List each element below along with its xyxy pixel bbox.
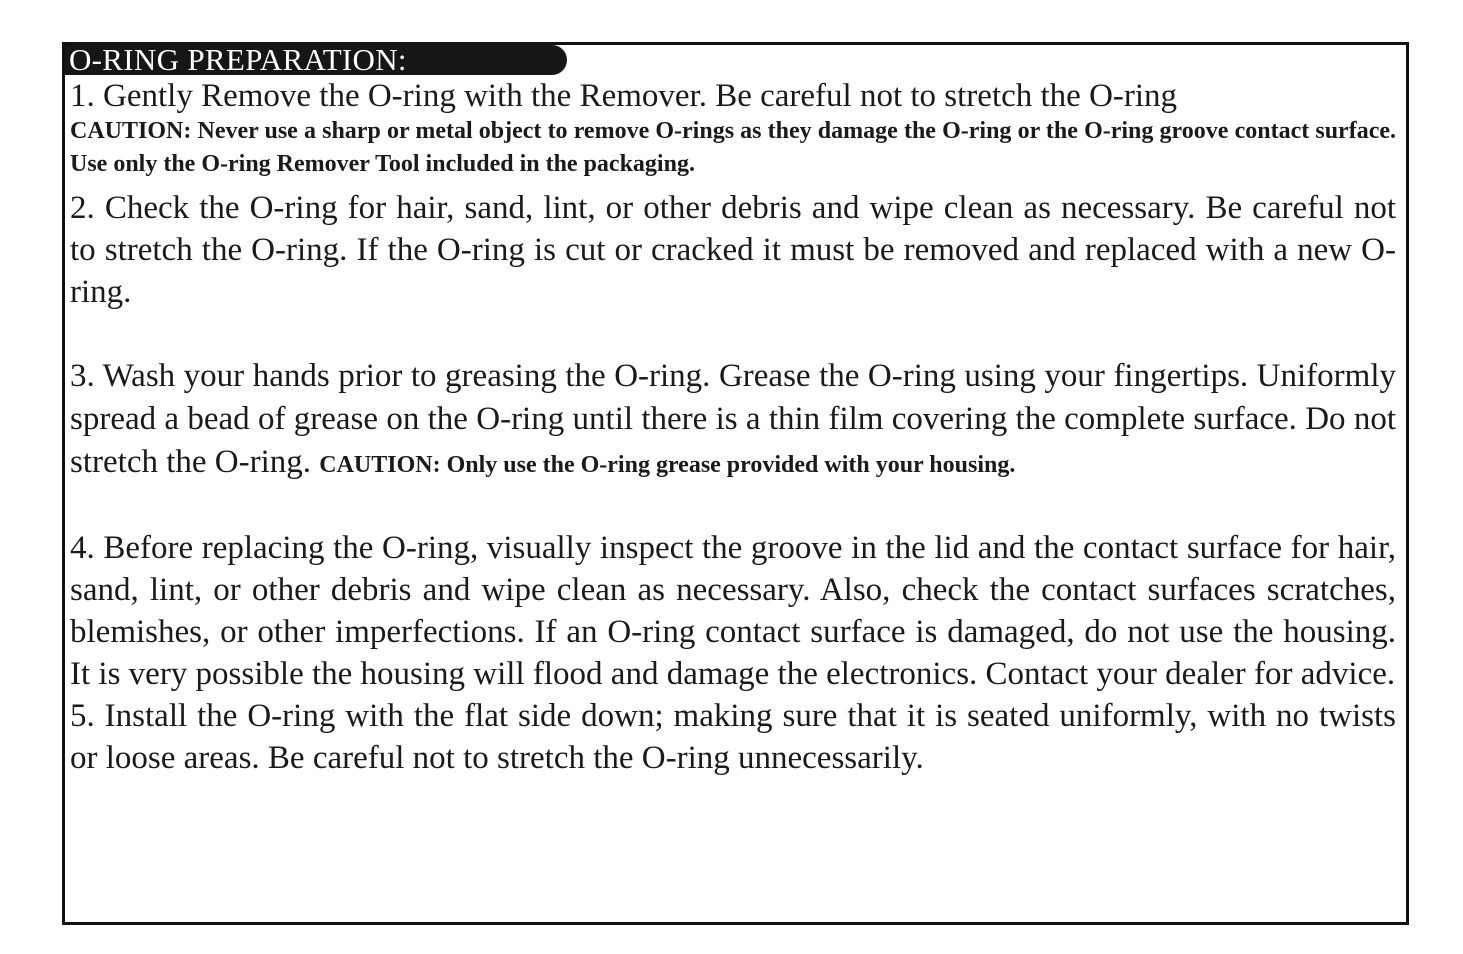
step-3-caution: CAUTION: Only use the O-ring grease provided with your housing.	[319, 452, 1016, 478]
step-3-text: 3. Wash your hands prior to greasing the O-ring. Grease the O-ring using your fingertips. Uniformly spread a bead of grease on the O-ring until there is a thin film covering the complete surface. Do not stretch the O-ring.	[70, 358, 1396, 480]
step-2-text: 2. Check the O-ring for hair, sand, lint, or other debris and wipe clean as necessary. Be careful not to stretch the O-ring. If the O-ring is cut or cracked it must be removed and replaced with a new O-ring.	[70, 190, 1396, 310]
step-3-paragraph	[70, 355, 1396, 487]
step-1-caution: CAUTION: Never use a sharp or metal object to remove O-rings as they damage the O-ring or the O-ring groove contact surface. Use only the O-ring Remover Tool included in the packaging.	[70, 118, 1396, 177]
section-title: O-RING PREPARATION:	[65, 45, 567, 75]
instructions-body	[70, 75, 1396, 779]
step-1-text: 1. Gently Remove the O-ring with the Remover. Be careful not to stretch the O-ring	[70, 78, 1178, 114]
instruction-panel	[62, 42, 1409, 925]
step-4-text: 4. Before replacing the O-ring, visually inspect the groove in the lid and the contact surface for hair, sand, lint, or other debris and wipe clean as necessary. Also, check the contact surfaces scratches, blemishes, or other imperfections. If an O-ring contact surface is damaged, do not use the housing. It is very possible the housing will flood and damage the electronics. Contact your dealer for advice.	[70, 530, 1396, 692]
step-5-text: 5. Install the O-ring with the flat side down; making sure that it is seated uniformly, with no twists or loose areas. Be careful not to stretch the O-ring unnecessarily.	[70, 698, 1396, 776]
